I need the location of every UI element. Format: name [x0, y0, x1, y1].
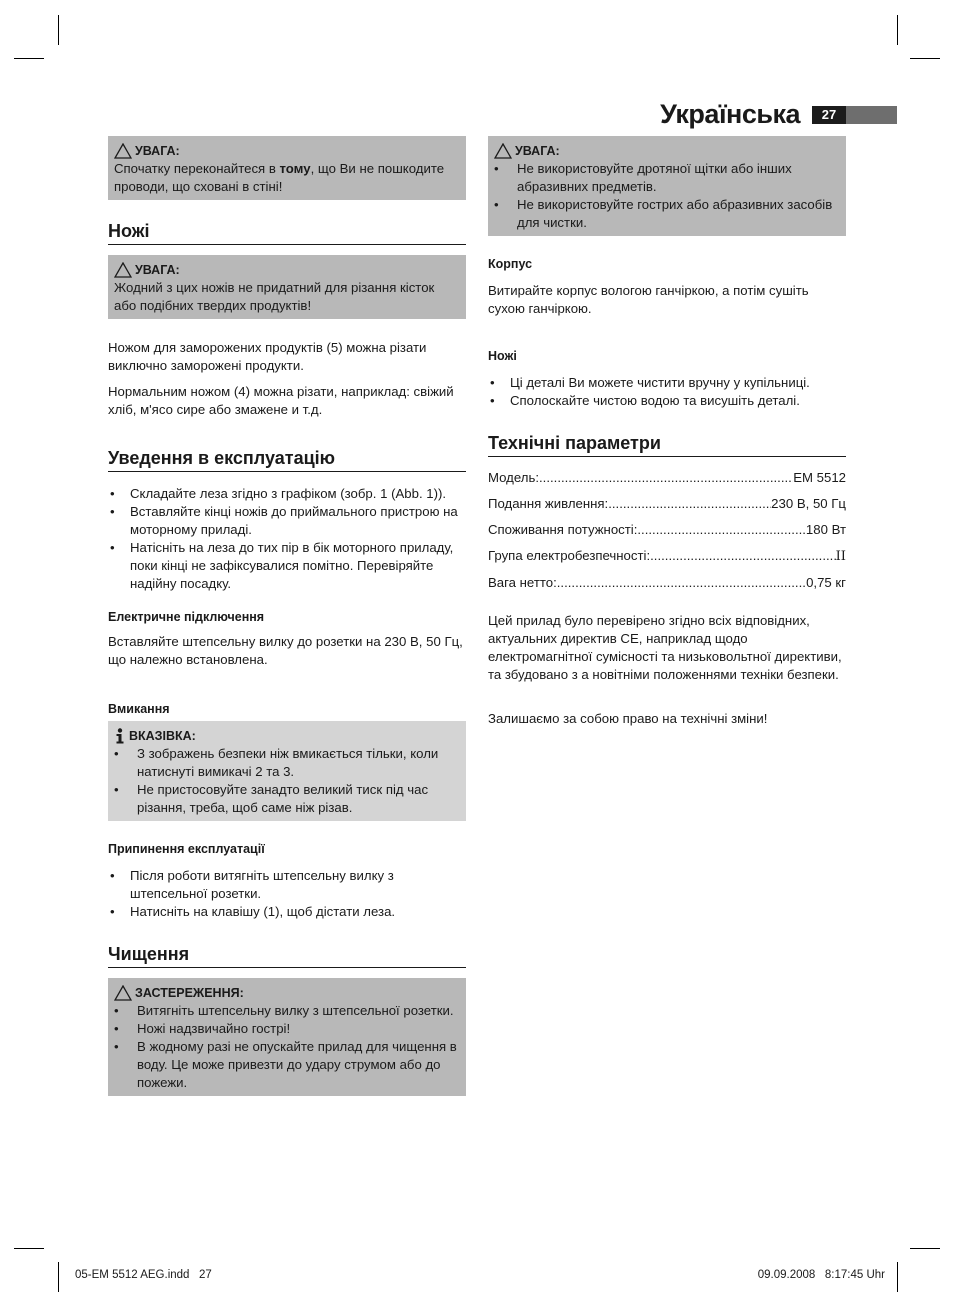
list-item: • В жодному разі не опускайте прилад для чищення в воду. Це може привезти до удару струмом або до пожежи.: [114, 1038, 460, 1092]
right-column: [488, 136, 846, 736]
warning-label: УВАГА: [135, 263, 176, 277]
list-item: • Витягніть штепсельну вилку з штепсельної розетки.: [114, 1002, 460, 1020]
spec-value: 230 В, 50 Гц: [771, 496, 846, 511]
warning-label: УВАГА: [135, 144, 176, 158]
crop-mark: [910, 58, 940, 59]
crop-mark: [897, 15, 898, 45]
spec-label: Подання живлення:: [488, 496, 609, 511]
footer-timestamp: 09.09.2008 8:17:45 Uhr: [757, 1269, 885, 1281]
list-item: • Вставляйте кінці ножів до приймального пристрою на моторному приладі.: [108, 503, 466, 539]
spec-value: II: [835, 549, 846, 564]
subsection-title: Припинення експлуатації: [108, 842, 265, 856]
footer-file-info: 05-EM 5512 AEG.indd 27: [75, 1269, 212, 1281]
subsection-title: Електричне підключення: [108, 610, 265, 624]
section-title-startup: Уведення в експлуатацію: [108, 447, 466, 472]
spec-row: [488, 547, 846, 566]
info-icon: [114, 728, 126, 744]
list-item: • Ці деталі Ви можете чистити вручну у купільниці.: [488, 374, 846, 392]
reserve-text: Залишаємо за собою право на технічні зміни!: [488, 711, 768, 726]
subsection-title: Вмикання: [108, 702, 170, 716]
warning-label: УВАГА: [515, 144, 556, 158]
caution-label: ЗАСТЕРЕЖЕННЯ: [135, 986, 240, 1000]
warning-triangle-icon: [114, 985, 132, 1001]
note-label: ВКАЗІВКА: [129, 729, 192, 743]
caution-box: [108, 978, 466, 1096]
warning-heading: УВАГА :: [494, 143, 840, 159]
spec-value: 0,75 кг: [806, 575, 846, 590]
list-item: • Натисніть на клавішу (1), щоб дістати леза.: [108, 903, 466, 921]
conformity-text: Цей прилад було перевірено згідно всіх відповідних, актуальних директив СЕ, наприклад щодо електромагнітної сумісності та низьковольтної директиви, та збудовано з а новітніми положеннями техніки безпеки.: [488, 613, 842, 682]
language-title: Українська: [660, 99, 800, 129]
list-item: • Сполоскайте чистою водою та висушіть деталі.: [488, 392, 846, 410]
spec-row: [488, 469, 846, 487]
crop-mark: [910, 1248, 940, 1249]
list-item: • Не використовуйте дротяної щітки або інших абразивних предметів.: [494, 160, 840, 196]
paragraph: Витирайте корпус вологою ганчіркою, а потім сушіть сухою ганчіркою.: [488, 283, 809, 316]
spec-label: Вага нетто:: [488, 575, 557, 590]
note-box: [108, 721, 466, 821]
list-item: • Складайте леза згідно з графіком (зобр. 1 (Abb. 1)).: [108, 485, 466, 503]
warning-triangle-icon: [114, 262, 132, 278]
paragraph: Нормальним ножом (4) можна різати, наприклад: свіжий хліб, м'ясо сире або змажене и т.д.: [108, 384, 454, 417]
bullet-list: [488, 374, 846, 410]
left-column: [108, 136, 466, 1116]
crop-mark: [14, 58, 44, 59]
warning-triangle-icon: [494, 143, 512, 159]
list-item: • Не використовуйте гострих або абразивних засобів для чистки.: [494, 196, 840, 232]
list-item: • Ножі надзвичайно гострі!: [114, 1020, 460, 1038]
warning-triangle-icon: [114, 143, 132, 159]
specs-table: [488, 469, 846, 592]
section-title-specs: Технічні параметри: [488, 432, 846, 457]
spec-row: [488, 495, 846, 513]
bullet-list: [114, 745, 460, 817]
warning-heading: УВАГА :: [114, 143, 460, 159]
subsection-title: Ножі: [488, 349, 517, 363]
paragraph: Вставляйте штепсельну вилку до розетки на 230 В, 50 Гц, що належно встановлена.: [108, 634, 463, 667]
spec-label: Група електробезпечності:: [488, 548, 651, 563]
list-item: • Натісніть на леза до тих пір в бік моторного приладу, поки кінці не зафіксувалися помітно. Перевіряйте надійну посадку.: [108, 539, 466, 593]
page-number: 27: [812, 106, 846, 124]
warning-box-knives: [108, 255, 466, 319]
spec-value: EM 5512: [793, 470, 846, 485]
bullet-list: [108, 867, 466, 921]
bullet-list: [108, 485, 466, 593]
crop-mark: [897, 1262, 898, 1292]
warning-heading: УВАГА :: [114, 262, 460, 278]
list-item: • Після роботи витягніть штепсельну вилку з штепсельної розетки.: [108, 867, 466, 903]
crop-mark: [58, 1262, 59, 1292]
list-item: • З зображень безпеки ніж вмикається тільки, коли натиснуті вимикачі 2 та 3.: [114, 745, 460, 781]
list-item: • Не пристосовуйте занадто великий тиск під час різання, треба, щоб саме ніж різав.: [114, 781, 460, 817]
section-title-knives: Ножі: [108, 220, 466, 245]
crop-mark: [58, 15, 59, 45]
warning-box-wires: [108, 136, 466, 200]
crop-mark: [14, 1248, 44, 1249]
warning-text: Жодний з цих ножів не придатний для різання кісток або подібних твердих продуктів!: [114, 280, 435, 313]
spec-row: [488, 574, 846, 592]
spec-label: Модель:: [488, 470, 539, 485]
warning-box-cleaning: [488, 136, 846, 236]
bullet-list: [494, 160, 840, 232]
bullet-list: [114, 1002, 460, 1092]
subsection-title: Корпус: [488, 257, 533, 271]
section-title-cleaning: Чищення: [108, 943, 466, 968]
note-heading: ВКАЗІВКА :: [114, 728, 460, 744]
warning-text: Спочатку переконайтеся в тому, що Ви не пошкодите проводи, що сховані в стіні!: [114, 161, 445, 194]
caution-heading: ЗАСТЕРЕЖЕННЯ :: [114, 985, 460, 1001]
spec-value: 180 Вт: [805, 522, 846, 537]
spec-row: [488, 521, 846, 539]
spec-label: Споживання потужності:: [488, 522, 638, 537]
paragraph: Ножом для заморожених продуктів (5) можна різати виключно заморожені продукти.: [108, 340, 427, 373]
